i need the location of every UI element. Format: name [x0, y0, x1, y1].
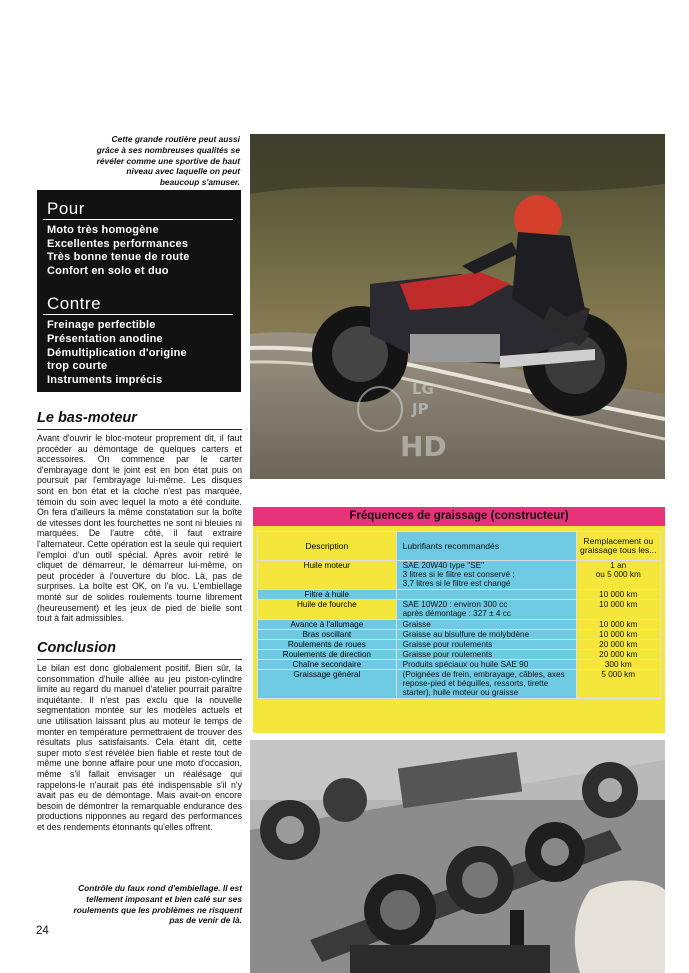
table-row	[258, 561, 661, 590]
watermark-line-2: JP	[412, 400, 429, 418]
cell-lubricant: (Poignées de frein, embrayage, câbles, axes repose-pied et béquilles, ressorts, tirette starter), huile moteur ou graisse	[396, 670, 576, 699]
contre-item: Instruments imprécis	[47, 373, 163, 386]
pour-title: Pour	[47, 199, 85, 218]
cell-frequency: 300 km	[576, 660, 660, 670]
table-header-row	[258, 532, 661, 561]
cell-frequency: 20 000 km	[576, 640, 660, 650]
contre-list	[37, 319, 241, 387]
cell-lubricant: SAE 20W40 type "SE" 3 litres si le filtre est conservé ; 3,7 litres si le filtre est changé	[396, 561, 576, 590]
cell-description: Bras oscillant	[258, 630, 397, 640]
table-row	[258, 630, 661, 640]
cell-frequency: 1 an ou 5 000 km	[576, 561, 660, 590]
pour-list	[37, 224, 241, 278]
pour-item: Moto très homogène	[47, 224, 159, 236]
cell-description: Graissage général	[258, 670, 397, 699]
table-row	[258, 640, 661, 650]
pour-item: Excellentes performances	[47, 237, 189, 250]
section-divider	[37, 429, 242, 430]
pour-item: Très bonne tenue de route	[47, 251, 190, 264]
contre-item: trop courte	[47, 360, 108, 373]
watermark-line-1: LG	[412, 380, 434, 398]
table-row	[258, 660, 661, 670]
table-row	[258, 620, 661, 630]
contre-item: Présentation anodine	[47, 332, 163, 345]
cell-description: Filtre à huile	[258, 590, 397, 600]
cell-lubricant: Graisse	[396, 620, 576, 630]
cell-description: Roulements de direction	[258, 650, 397, 660]
cell-lubricant: Produits spéciaux ou huile SAE 90	[396, 660, 576, 670]
cell-frequency: 10 000 km	[576, 630, 660, 640]
cell-description: Huile de fourche	[258, 600, 397, 620]
section-title-conclusion: Conclusion	[37, 640, 116, 656]
pour-item: Confort en solo et duo	[47, 264, 169, 277]
cell-frequency: 20 000 km	[576, 650, 660, 660]
photo-caption-top: Cette grande routière peut aussi grâce à ses nombreuses qualités se révéler comme une sportive de haut niveau avec laquelle on peut beaucoup s'amuser.	[96, 134, 240, 188]
contre-divider	[43, 314, 233, 315]
crankshaft-photo	[250, 740, 665, 973]
contre-title: Contre	[47, 294, 102, 314]
pour-divider	[43, 219, 233, 220]
cell-lubricant: Graisse pour roulements	[396, 650, 576, 660]
lubrication-table	[253, 507, 665, 733]
cell-description: Chaîne secondaire	[258, 660, 397, 670]
page-number: 24	[36, 925, 49, 937]
table-title: Fréquences de graissage (constructeur)	[343, 510, 574, 522]
contre-item: Démultiplication d'origine	[47, 346, 187, 359]
paragraph-bas-moteur: Avant d'ouvrir le bloc-moteur proprement dit, il faut procéder au démontage de quelques carters et accessoires. On commence par le carter d'embrayage dont le joint est en bon état puis on poursuit par l'embrayage lui-même. Les disques sont en bon état et la cloche n'est pas marquée, témoin du soin avec lequel la moto a été conduite. On fera d'ailleurs la même constatation sur la boîte de vitesses dont les fourchettes ne sont ni bleuies ni marquées. De l'autre côté, il faut extraire l'alternateur. Cette opération est la seule qui requiert l'emploi d'un outil spécial. Après avoir retiré le cliquet de démarreur, le démarreur lui-même, on peut procéder à l'ouverture du bloc. Là, pas de surprises. La boîte est OK, on l'a vu. L'embiellage monté sur de solides roulements tourne librement (heureusement) et les jeux de pied de bielle sont tout à fait admissibles.	[37, 433, 242, 624]
cell-description: Huile moteur	[258, 561, 397, 590]
section-divider	[37, 659, 242, 660]
cell-lubricant: Graisse pour roulements	[396, 640, 576, 650]
table-row	[258, 590, 661, 600]
lubrication-grid	[257, 531, 661, 699]
contre-item: Freinage perfectible	[47, 319, 156, 332]
paragraph-conclusion: Le bilan est donc globalement positif. Bien sûr, la consommation d'huile alliée au jeu piston-cylindre limite au regard du manuel d'atelier pourrait paraître inquiétante. Il n'est pas exclu que la nouvelle segmentation montée sur les modèles actuels et une utilisation laissant plus au moteur le temps de monter en température permettraient de trouver des résultats plus satisfaisants. Cela étant dit, cette super moto s'est révélée bien fiable et reste tout de même une bonne affaire pour une moto d'occasion, même s'il fallait envisager un réalésage qui rappelons-le n'aurait pas été indispensable s'il n'y avait pas eu de démontage. Mais avait-on encore besoin de démontrer la remarquable endurance des productions nipponnes au regard des performances et des rendements étonnants qu'elles offrent.	[37, 663, 242, 832]
cell-frequency: 10 000 km	[576, 600, 660, 620]
table-row	[258, 650, 661, 660]
cell-lubricant	[396, 590, 576, 600]
cell-frequency: 10 000 km	[576, 620, 660, 630]
header-frequency: Remplacement ou graissage tous les...	[576, 532, 660, 561]
cell-frequency: 5 000 km	[576, 670, 660, 699]
table-row	[258, 600, 661, 620]
cell-description: Avance à l'allumage	[258, 620, 397, 630]
cell-frequency: 10 000 km	[576, 590, 660, 600]
watermark-line-3: HD	[400, 430, 447, 463]
cell-description: Roulements de roues	[258, 640, 397, 650]
photo-caption-bottom: Contrôle du faux rond d'embiellage. Il est tellement imposant et bien calé sur ses roulements que les problèmes ne risquent pas de venir de là.	[73, 883, 242, 926]
header-description: Description	[258, 532, 397, 561]
section-title-bas-moteur: Le bas-moteur	[37, 410, 137, 426]
table-row	[258, 670, 661, 699]
cell-lubricant: Graisse au bisulfure de molybdène	[396, 630, 576, 640]
pour-contre-box	[37, 190, 241, 392]
header-lubricants: Lubrifiants recommandés	[396, 532, 576, 561]
motorcycle-photo	[250, 134, 665, 479]
cell-lubricant: SAE 10W20 : environ 300 cc après démontage : 327 ± 4 cc	[396, 600, 576, 620]
